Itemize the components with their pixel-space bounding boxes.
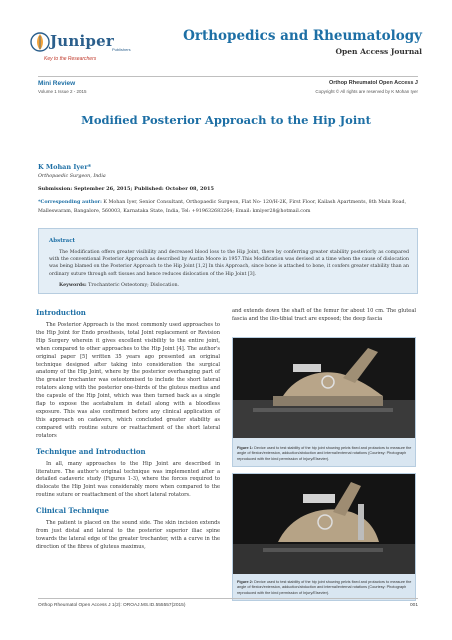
figure-1-photo[interactable] [233,338,415,438]
logo-wordmark: Juniper [50,32,114,50]
author-affiliation: Orthopaedic Surgeon, India [38,174,106,179]
journal-subtitle: Open Access Journal [335,47,422,56]
keywords [59,282,179,288]
corresponding-label: *Corresponding author: [38,199,102,205]
author-list: K Mohan Iyer* [38,163,92,171]
abstract-box [38,228,418,294]
figure-1-label: Figure 1: [237,446,254,451]
page-footer [38,598,418,610]
abstract-text: The Modification offers greater visibility and decreased blood loss to the Hip Joint, there by conferring greater stability posteriorly as compared with the conventional Posterior Approach as described by Austin Moore in 1957.This Modification was devised at a time when the cause of dislocation was being blamed on the Posterior Approach to the Hip Joint [1,2] In this Approach, since bone is attached to bone, it confers greater stability than an ordinary suture through soft tissues and hence reduces dislocation of the Hip Joint [3]. [49,250,409,277]
logo-tagline: Key to the Researchers [44,56,97,62]
section-heading-technique: Technique and Introduction [36,446,146,456]
copyright-notice: Copyright © All rights are reserved by K Mohan Iyer [315,89,418,94]
section-heading-introduction: Introduction [36,308,86,317]
logo-publishers: Publishers [112,47,131,52]
figure-2-caption [237,580,413,596]
abstract-heading: Abstract [49,238,76,244]
article-type: Mini Review [38,80,76,87]
right-column [232,308,416,330]
section-heading-clinical: Clinical Technique [36,506,109,516]
figure-1 [232,337,416,467]
journal-title: Orthopedics and Rheumatology [183,28,422,44]
footer-citation[interactable]: Orthop Rheumatol Open Access J 1(2): OROAJ.MS.ID.555557(2015) [38,603,186,608]
left-column [36,308,220,558]
corresponding-text[interactable]: K Mohan Iyer, Senior Consultant, Orthopaedic Surgeon, Flat No- 120/H-2K, First Floor, Kailash Apartments, 8th Main Road, Malleswaram, Bangalore, 560003, Karnataka State, India, Tel: +919632683264; Email: kmiyer28@hotmail.com [38,200,407,214]
paragraph: and extends down the shaft of the femur for about 10 cm. The gluteal fascia and the ilio-tibial tract are exposed; the deep fascia [232,308,416,322]
paragraph: The Posterior Approach is the most commonly used approaches to the Hip Joint for Endo prosthesis, total Joint replacement or Revision Hip Surgery wherein it gives excellent visibility to the entire joint, when compared to other approaches to the Hip Joint [4]. The author's original paper [5] written 35 years ago presented an original technique designed after taking into consideration the surgical anatomy of the Hip Joint, where by the posterior overhanging part of the greater trochanter was osteotomised to include the short lateral rotators along with the posterior one-thirds of the gluteus medius and the capsule of the Hip Joint, which was then turned back as a single flap to expose the acetabulum in detail along with a bloodless exposure. This was also confirmed before any clinical application of this approach on cadavers, which concluded greater stability as compared with routine suture or reattachment of the short lateral rotators [36,322,220,439]
volume-issue: Volume 1 Issue 2 - 2015 [38,89,87,94]
page-header [0,0,452,78]
paper-title: Modified Posterior Approach to the Hip Joint [81,113,371,127]
paragraph: In all, many approaches to the Hip Joint are described in literature. The author's original technique was implemented after a detailed cadaveric study (Figures 1-3), where the forces required to dislocate the Hip Joint was considerably more when compared to the routine suture or reattachment of the short lateral rotators. [36,460,220,499]
journal-short-name: Orthop Rheumatol Open Access J [328,80,418,86]
figure-2 [232,473,416,601]
paragraph: The patient is placed on the sound side. The skin incision extends from just distal and lateral to the posterior superior iliac spine towards the lateral edge of the greater trochanter, with a curve in the direction of the fibres of gluteus maximus, [36,520,220,550]
publisher-logo[interactable] [26,30,136,70]
keywords-text: Trochanteric Osteotomy; Dislocation. [86,283,180,288]
figure-1-caption [237,446,413,462]
page-number: 001 [409,603,418,608]
figure-2-caption-text: Device used to test stability of the hip joint showing pelvis fixed and protactors to measure the angle of flexion/extension, adduction/abduction and internal/external rotations (Courtesy: Photograph reproduced with the kind permission of Injury/Elsevier). [237,580,412,595]
corresponding-author [38,198,418,216]
keywords-label: Keywords: [59,282,87,288]
article-meta-bar [38,76,418,98]
figure-2-label: Figure 2: [237,580,254,585]
figure-2-photo[interactable] [233,474,415,574]
figure-1-caption-text: Device used to test stability of the hip joint showing pelvis fixed and protactors to measure the angle of flexion/extension, adduction/abduction and internal/external rotations (Courtesy: Photograph reproduced with the kind permission of Injury/Elsevier). [237,446,412,461]
juniper-leaf-icon [30,31,50,53]
submission-dates: Submission: September 26, 2015; Published: October 08, 2015 [38,186,214,192]
